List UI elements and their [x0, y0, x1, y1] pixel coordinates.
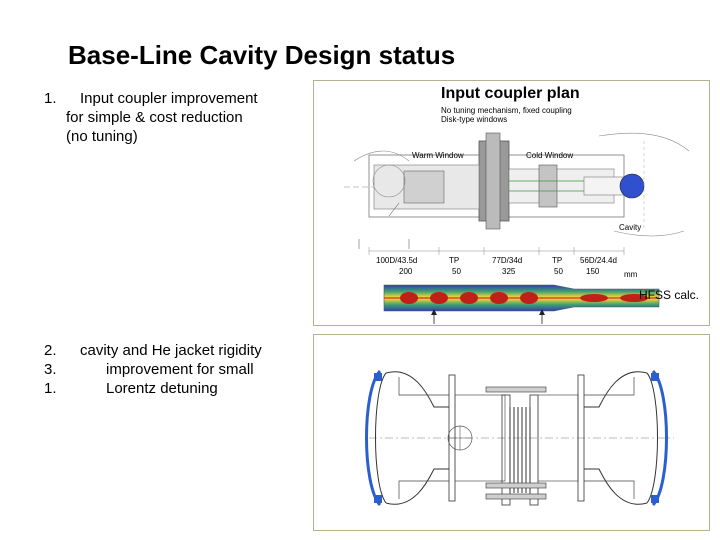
- dim-row1-d: TP: [552, 256, 563, 265]
- dim-row1-b: TP: [449, 256, 460, 265]
- cavity-drawing: [314, 335, 709, 530]
- dim-row2-b: 50: [452, 267, 461, 276]
- dim-row2-a: 200: [399, 267, 413, 276]
- hfss-caption: HFSS calc.: [639, 288, 700, 302]
- dim-row1-c: 77D/34d: [492, 256, 523, 265]
- item2-line1: cavity and He jacket rigidity: [80, 342, 262, 359]
- dim-row2-e: 150: [586, 267, 600, 276]
- item2-number-a: 2.: [44, 342, 57, 359]
- item2-number-c: 1.: [44, 380, 57, 397]
- dim-row2-c: 325: [502, 267, 516, 276]
- cold-window-label: Cold Window: [526, 151, 574, 160]
- dim-unit: mm: [624, 270, 638, 279]
- warm-window-label: Warm Window: [412, 151, 464, 160]
- figure1-note-1: No tuning mechanism, fixed coupling: [441, 106, 572, 115]
- dim-row2-d: 50: [554, 267, 563, 276]
- item2-number-b: 3.: [44, 361, 57, 378]
- item1-line1: Input coupler improvement: [80, 90, 258, 107]
- dim-row1-e: 56D/24.4d: [580, 256, 617, 265]
- figure1-note-2: Disk-type windows: [441, 115, 508, 124]
- cavity-label: Cavity: [619, 223, 642, 232]
- cavity-jacket-figure: [313, 334, 710, 531]
- item1-number: 1.: [44, 90, 57, 107]
- item1-line2: for simple & cost reduction: [66, 109, 243, 126]
- slide-title: Base-Line Cavity Design status: [68, 40, 456, 70]
- item2-line3: Lorentz detuning: [106, 380, 218, 397]
- item1-line3: (no tuning): [66, 128, 138, 145]
- dim-row1-a: 100D/43.5d: [376, 256, 418, 265]
- item2-line2: improvement for small: [106, 361, 254, 378]
- input-coupler-figure: [313, 80, 710, 326]
- figure1-title: Input coupler plan: [441, 85, 580, 102]
